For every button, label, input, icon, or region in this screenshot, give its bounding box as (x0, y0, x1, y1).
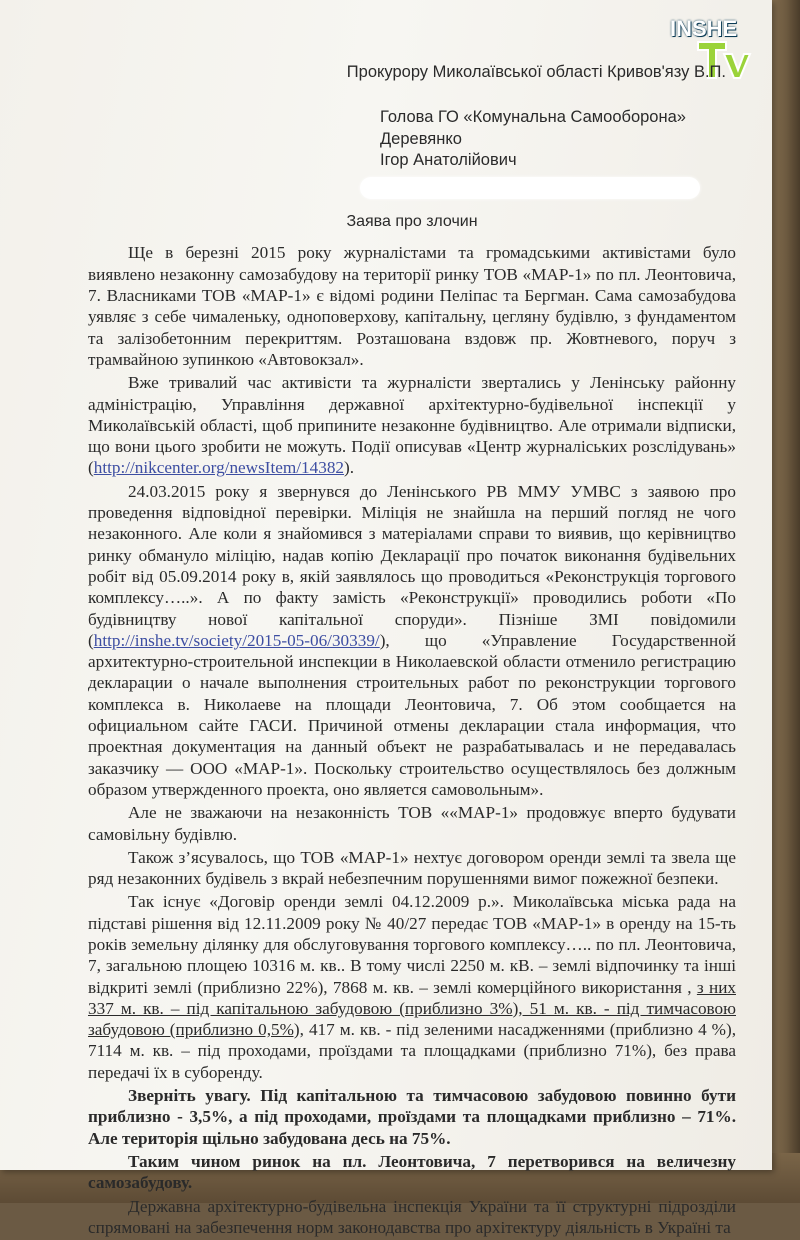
paragraph-6-underlined: з них 337 м. кв. – під капітальною забудовою (приблизно 3%), 51 м. кв. - під тимчасовою забудовою (приблизно 0,5%), (88, 977, 736, 1040)
sender-line-2: Ігор Анатолійович (380, 150, 517, 169)
addressee-line: Прокурору Миколаївської області Кривов'язу В.П. (346, 63, 726, 81)
paragraph-3-text-b: ), що «Управление Государственной архитектурно-строительной инспекции в Николаевской области отменило регистрацию декларации о начале выполнения строительных работ по реконструкции торгового комплекса в. Николаеве на площади Леонтовича, 7. Об этом сообщается на официальном сайте ГАСИ. Причиной отмены декларации стала информация, что проектная документация на данный объект не разрабатывалась и не передавалась заказчику — ООО «МАР-1». Поскольку строительство осуществлялось без должным образом утвержденного проекта, оно является самовольным». (88, 630, 736, 799)
paragraph-2-text: Вже тривалий час активісти та журналісти звертались у Ленінську районну адміністрацію, Управління державної архітектурно-будівельної інспекції у Миколаївській області, щоб припините незаконне будівництво. Але отримали відписки, що вони цього зробити не можуть. Події описував «Центр журналіських розслідувань» (88, 373, 736, 457)
letter-body (88, 50, 736, 1240)
paragraph-9: Державна архітектурно-будівельна інспекція України та її структурні підрозділи спрямовані на забезпечення норм законодавства про архітектуру діяльність в Україні та (88, 1196, 736, 1237)
paragraph-6-text-b: 417 м. кв. - під зеленими насадженнями (приблизно 4 %), 7114 м. кв. – під проходами, проїздами та площадками (приблизно 71%), без права передачі їх в суборенду. (88, 1020, 737, 1082)
nikcenter-link[interactable]: http://nikcenter.org/newsItem/14382 (93, 458, 345, 478)
paragraph-7 (88, 1085, 736, 1149)
paragraph-6 (88, 891, 736, 1083)
paragraph-1: Ще в березні 2015 року журналістами та громадськими активістами було виявлено незаконну самозабудову на території ринку ТОВ «МАР-1» по пл. Леонтовича, 7. Власниками ТОВ «МАР-1» є відомі родини Пеліпас та Бергман. Сама самозабудова уявляє з себе чималеньку, одноповерхову, капітальну, цегляну будівлю, з фундаментом та залізобетонним перекриттям. Розташована вздовж пр. Жовтневого, поруч з трамвайною зупинкою «Автовокзал». (88, 243, 736, 369)
document-title: Заява про злочин (346, 213, 478, 231)
inshe-link[interactable]: http://inshe.tv/society/2015-05-06/30339/ (93, 630, 380, 650)
paragraph-8 (88, 1151, 736, 1194)
paragraph-5: Також з’ясувалось, що ТОВ «МАР-1» нехтує договором оренди землі та звела ще ряд незаконних будівель з вкрай небезпечним порушеннями вимог пожежної безпеки. (88, 847, 736, 889)
redacted-block (360, 177, 700, 199)
paragraph-7-bold: Зверніть увагу. Під капітальною та тимчасовою забудовою повинно бути приблизно - 3,5%, а під проходами, проїздами та площадками приблизно – 71%. Але територія щільно забудована десь на 75%. (88, 1086, 736, 1148)
paragraph-6-text-a: Так існує «Договір оренди землі 04.12.2009 р.». Миколаївська міська рада на підставі рішення від 12.11.2009 року № 40/27 передає ТОВ «МАР-1» в оренду на 15-ть років земельну ділянку для обслуговування торгового комплексу….. по пл. Леонтовича, 7, загальною площею 10316 м. кв.. В тому числі 2250 м. кВ. – землі відпочинку та інші відкриті землі (приблизно 22%), 7868 м. кв. – землі комерційного використання , (88, 892, 736, 997)
paragraph-3-text-a: 24.03.2015 року я звернувся до Ленінського РВ ММУ УМВС з заявою про проведення відповідної перевірки. Міліція не знайшла на перший погляд не чого незаконного. Але коли я знайомився з матеріалами справи то виявив, що керівництво ринку обмануло міліцію, надав копію Декларації про початок виконання будівельних робіт від 05.09.2014 року в, якій заявлялось що проводиться «Реконструкція торгового комплексу…..». А по факту замість «Реконструкції» проводились роботи «По будівництву нової капітальної споруди». Пізніше ЗМІ повідомили ( (88, 481, 736, 650)
paragraph-4: Але не зважаючи на незаконність ТОВ ««МАР-1» продовжує вперто будувати самовільну будівлю. (88, 803, 736, 844)
paragraph-3 (88, 481, 736, 800)
sender-line-1: Голова ГО «Комунальна Самооборона» Деревянко (380, 108, 686, 148)
paragraph-2: Вже тривалий час активісти та журналісти звертались у Ленінську районну адміністрацію, Управління державної архітектурно-будівельної інспекції у Миколаївській області, щоб припините незаконне будівництво. Але отримали відписки, що вони цього зробити не можуть. Події описував «Центр журналіських розслідувань» (http://nikcenter.org/newsItem/14382). (88, 373, 736, 478)
paragraph-8-bold: Таким чином ринок на пл. Леонтовича, 7 перетворився на величезну самозабудову. (88, 1151, 736, 1193)
logo-text: INSHE (670, 16, 738, 41)
